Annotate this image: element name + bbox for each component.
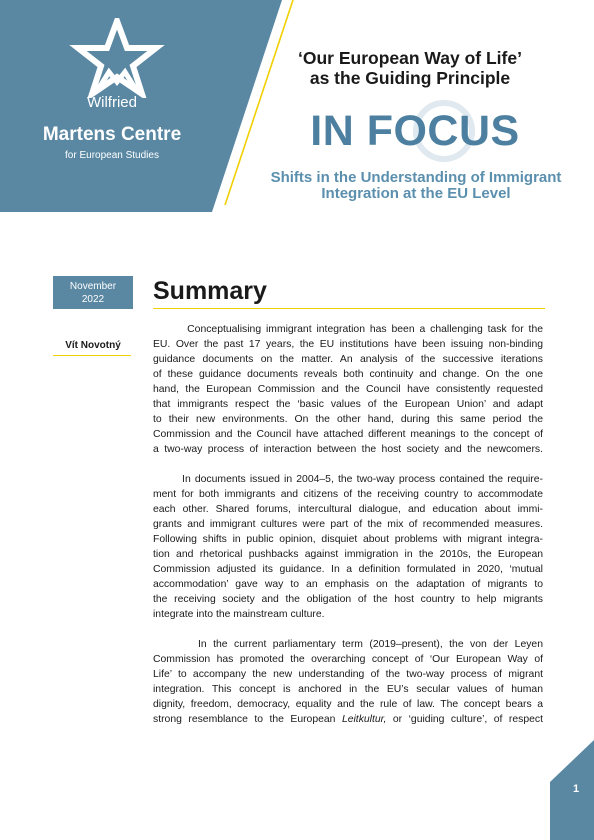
text-line: grants and immigrant cultures were part of the mix of recommended measures.	[153, 519, 543, 530]
text-line: ment for both immigrants and citizens of the receiving country to accommodate	[153, 489, 543, 500]
text-line: Commission and the Council have attached different meanings to the concept of	[153, 429, 543, 440]
text-line: Commission has promoted the overarching concept of ‘Our European Way of	[153, 654, 543, 665]
text-line: integration. This concept is anchored in the EU’s secular values of human	[153, 684, 543, 695]
text-run: strong resemblance to the European	[153, 714, 342, 725]
text-line: accommodation’ gave way to an emphasis on the adaptation of migrants to	[153, 579, 543, 590]
text-line-last	[153, 712, 543, 727]
date-box	[53, 276, 133, 309]
section-heading: Summary	[153, 277, 267, 305]
heading-divider	[153, 308, 545, 309]
logo-wilfried: Wilfried	[86, 94, 137, 111]
logo-martens-centre: Martens Centre	[42, 124, 182, 145]
text-line: In documents issued in 2004–5, the two-way process contained the require-	[153, 474, 543, 485]
report-subtitle-line: Shifts in the Understanding of Immigrant	[270, 169, 562, 186]
text-line: Life’ to accompany the new understanding of the two-way process of migrant	[153, 669, 543, 680]
date-year: 2022	[81, 294, 105, 305]
text-line: each other. Shared forums, intercultural dialogue, and education about immi-	[153, 504, 543, 515]
author-name: Vít Novotný	[65, 340, 121, 351]
body-text	[153, 322, 543, 742]
author-divider	[53, 355, 131, 356]
text-run: or ‘guiding culture’, of respect	[386, 714, 543, 725]
text-line: the receiving society and the obligation of the host country to help migrants	[153, 594, 543, 605]
text-line: integrate into the mainstream culture.	[153, 609, 325, 620]
report-title-line: as the Guiding Principle	[309, 68, 511, 88]
series-title: IN FOCUS	[310, 107, 520, 155]
text-line: Conceptualising immigrant integration has been a challenging task for the	[153, 324, 543, 335]
text-line: hand, the European Commission and the Council have consistently requested	[153, 384, 543, 395]
report-subtitle-line: Integration at the EU Level	[321, 185, 511, 202]
paragraph	[153, 637, 543, 727]
star-icon	[62, 18, 172, 98]
text-line: Following shifts in public opinion, disquiet about problems with migrant integra-	[153, 534, 543, 545]
text-line: that immigrants respect the ‘basic values of the European Union’ and adapt	[153, 399, 543, 410]
text-line: guidance documents on the matter. An analysis of the successive iterations	[153, 354, 543, 365]
report-title	[260, 48, 560, 88]
text-line: Commission adjusted its guidance. In a definition formulated in 2020, ‘mutual	[153, 564, 543, 575]
text-line: to their new environments. On the other hand, during this same period the	[153, 414, 543, 425]
text-line: a two-way process of interaction between the host society and the newcomers.	[153, 444, 543, 455]
report-subtitle	[256, 170, 576, 202]
date-month: November	[69, 281, 117, 292]
logo-tagline: for European Studies	[65, 150, 159, 161]
text-line: of these guidance documents reveals both continuity and change. On the one	[153, 369, 543, 380]
paragraph	[153, 322, 543, 457]
paragraph	[153, 472, 543, 622]
page-number: 1	[572, 783, 580, 795]
text-line: tion and rhetorical pushbacks against immigration in the 2010s, the European	[153, 549, 543, 560]
text-line: dignity, freedom, democracy, equality and the rule of law. The concept bears a	[153, 699, 543, 710]
text-line: In the current parliamentary term (2019–present), the von der Leyen	[153, 639, 543, 650]
report-title-line: ‘Our European Way of Life’	[298, 48, 522, 68]
italic-term: Leitkultur,	[341, 714, 387, 725]
text-line: EU. Over the past 17 years, the EU institutions have been issuing non-binding	[153, 339, 543, 350]
